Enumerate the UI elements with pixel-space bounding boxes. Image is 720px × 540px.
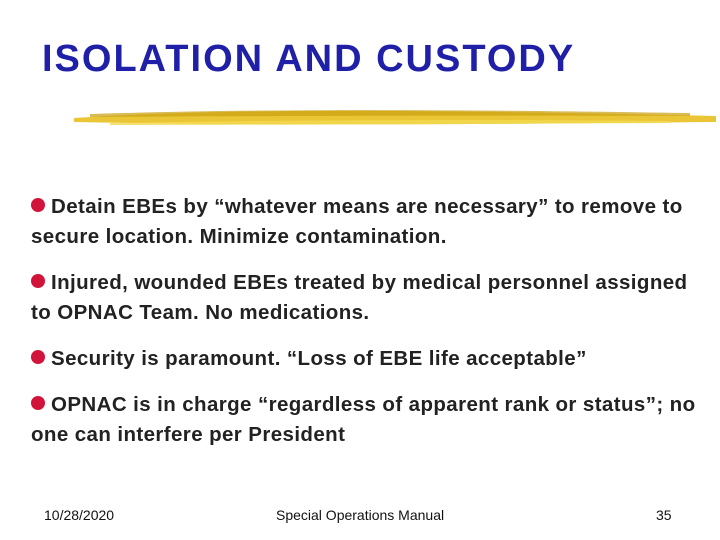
bullet-item [31, 268, 701, 328]
footer-page-number: 35 [656, 507, 672, 523]
bullet-dot-icon [31, 350, 45, 364]
bullet-text: Security is paramount. “Loss of EBE life acceptable” [51, 347, 587, 370]
bullet-text: Detain EBEs by “whatever means are necessary” to remove to secure location. Minimize contamination. [31, 195, 683, 248]
bullet-dot-icon [31, 198, 45, 212]
title-underline-brushstroke [70, 104, 720, 130]
bullet-text: OPNAC is in charge “regardless of apparent rank or status”; no one can interfere per President [31, 393, 696, 446]
bullet-dot-icon [31, 274, 45, 288]
footer-document-title: Special Operations Manual [276, 507, 445, 523]
bullet-item [31, 192, 701, 252]
bullet-text: Injured, wounded EBEs treated by medical personnel assigned to OPNAC Team. No medications. [31, 271, 688, 324]
bullet-list [31, 192, 701, 466]
slide-title: ISOLATION AND CUSTODY [42, 38, 576, 80]
bullet-dot-icon [31, 396, 45, 410]
bullet-item [31, 344, 701, 374]
footer-date: 10/28/2020 [44, 507, 115, 523]
bullet-item [31, 390, 701, 450]
